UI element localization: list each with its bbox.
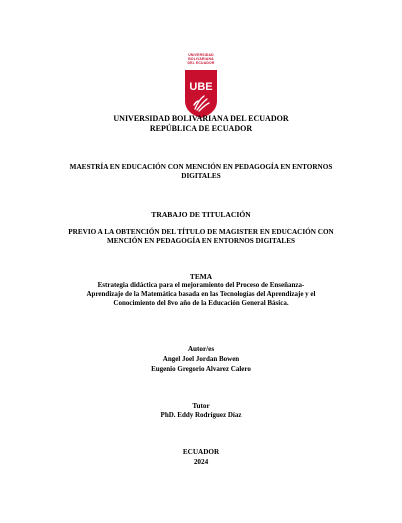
- author-name: Eugenio Gregorio Alvarez Calero: [151, 365, 251, 373]
- university-logo: [176, 51, 226, 119]
- program-title-line1: MAESTRÍA EN EDUCACIÓN CON MENCIÓN EN PEDAGOGÍA EN ENTORNOS: [69, 163, 333, 171]
- logo-mark: UBE: [189, 81, 213, 93]
- topic-line3: Conocimiento del 8vo año de la Educación General Básica.: [113, 299, 289, 307]
- university-name: UNIVERSIDAD BOLIVARIANA DEL ECUADOR: [113, 114, 289, 123]
- work-type: TRABAJO DE TITULACIÓN: [151, 210, 251, 219]
- logo-text-line2: BOLIVARIANA: [188, 57, 214, 61]
- shield-icon: [184, 69, 218, 119]
- author-name: Angel Joel Jordan Bowen: [162, 355, 240, 363]
- topic-line1: Estrategia didáctica para el mejoramiento del Proceso de Enseñanza-: [97, 281, 305, 289]
- program-title-line2: DIGITALES: [181, 172, 221, 180]
- tutor-name: PhD. Eddy Rodríguez Díaz: [160, 411, 242, 419]
- footer-place: ECUADOR: [182, 448, 220, 456]
- tutor-label: Tutor: [192, 402, 210, 410]
- authors-label: Autor/es: [187, 345, 215, 353]
- footer-year: 2024: [193, 458, 209, 466]
- topic-line2: Aprendizaje de la Matemática basada en las Tecnologías del Aprendizaje y el: [86, 290, 316, 298]
- logo-text-line1: UNIVERSIDAD: [188, 53, 214, 57]
- topic-label: TEMA: [189, 272, 213, 281]
- degree-purpose-line1: PREVIO A LA OBTENCIÓN DEL TÍTULO DE MAGISTER EN EDUCACIÓN CON: [68, 228, 334, 236]
- degree-purpose-line2: MENCIÓN EN PEDAGOGÍA EN ENTORNOS DIGITALES: [106, 237, 296, 245]
- logo-text-line3: DEL ECUADOR: [187, 61, 215, 65]
- country-name: REPÚBLICA DE ECUADOR: [149, 124, 253, 133]
